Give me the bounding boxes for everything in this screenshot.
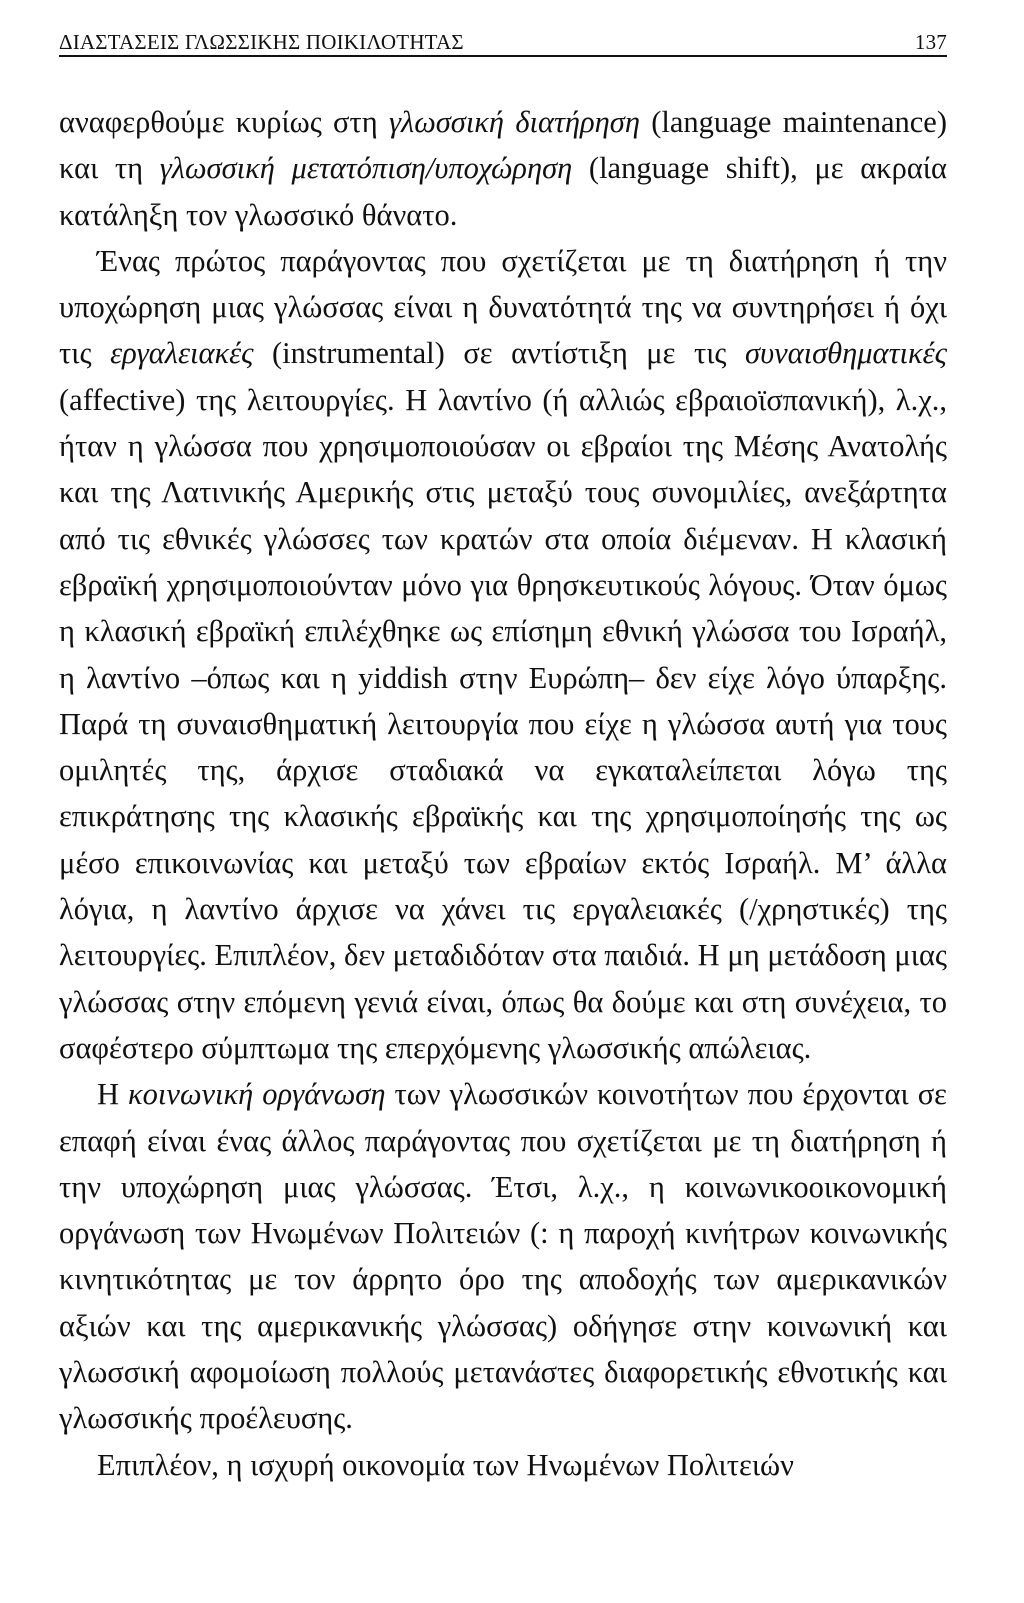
- text-run: (instrumental) σε αντίστιξη με τις: [253, 336, 746, 371]
- running-head-title: ΔΙΑΣΤΑΣΕΙΣ ΓΛΩΣΣΙΚΗΣ ΠΟΙΚΙΛΟΤΗΤΑΣ: [59, 30, 464, 54]
- paragraph-1: [59, 99, 947, 238]
- text-run: (language maintenance) και τη: [59, 105, 947, 186]
- italic-term: συναισθηματικές: [745, 336, 947, 371]
- paragraph-3: [59, 1071, 947, 1441]
- body-text: [59, 99, 947, 1488]
- italic-term: εργαλειακές: [110, 336, 254, 371]
- text-run: Η: [97, 1077, 129, 1112]
- text-run: (language shift), με ακραία κατάληξη τον γλωσσικό θάνατο.: [59, 151, 947, 232]
- text-run: Ένας πρώτος παράγοντας που σχετίζεται με τη διατήρηση ή την υποχώρηση μιας γλώσσας είναι η δυνατότητά της να συντηρήσει ή όχι τις: [59, 243, 947, 371]
- italic-term: κοινωνική οργάνωση: [128, 1077, 386, 1112]
- book-page: [59, 30, 947, 1488]
- italic-term: γλωσσική μετατόπιση/υποχώρηση: [159, 151, 573, 186]
- text-run: αναφερθούμε κυρίως στη: [59, 105, 389, 139]
- text-run: (affective) της λειτουργίες. Η λαντίνο (ή αλλιώς εβραιοϊσπανική), λ.χ., ήταν η γλώσσα που χρησιμοποιούσαν οι εβραίοι της Μέσης Ανατολής και της Λατινικής Αμερικής στις μεταξύ τους συνομιλίες, ανεξάρτητα από τις εθνικές γλώσσες των κρατών στα οποία διέμεναν. Η κλασική εβραϊκή χρησιμοποιούνταν μόνο για θρησκευτικούς λόγους. Όταν όμως η κλασική εβραϊκή επιλέχθηκε ως επίσημη εθνική γλώσσα του Ισραήλ, η λαντίνο –όπως και η yiddish στην Ευρώπη– δεν είχε λόγο ύπαρξης. Παρά τη συναισθηματική λειτουργία που είχε η γλώσσα αυτή για τους ομιλητές της, άρχισε σταδιακά να εγκαταλείπεται λόγω της επικράτησης της κλασικής εβραϊκής και της χρησιμοποίησής της ως μέσο επικοινωνίας και μεταξύ των εβραίων εκτός Ισραήλ. Μ’ άλλα λόγια, η λαντίνο άρχισε να χάνει τις εργαλειακές (/χρηστικές) της λειτουργίες. Επιπλέον, δεν μεταδιδόταν στα παιδιά. Η μη μετάδοση μιας γλώσσας στην επόμενη γενιά είναι, όπως θα δούμε και στη συνέχεια, το σαφέστερο σύμπτωμα της επερχόμενης γλωσσικής απώλειας.: [59, 382, 947, 1065]
- italic-term: γλωσσική διατήρηση: [388, 105, 640, 139]
- text-run: των γλωσσικών κοινοτήτων που έρχονται σε επαφή είναι ένας άλλος παράγοντας που σχετίζεται με τη διατήρηση ή την υποχώρηση μιας γλώσσας. Έτσι, λ.χ., η κοινωνικοοικονομική οργάνωση των Ηνωμένων Πολιτειών (: η παροχή κινήτρων κοινωνικής κινητικότητας με τον άρρητο όρο της αποδοχής των αμερικανικών αξιών και της αμερικανικής γλώσσας) οδήγησε στην κοινωνική και γλωσσική αφομοίωση πολλούς μετανάστες διαφορετικής εθνοτικής και γλωσσικής προέλευσης.: [59, 1077, 947, 1436]
- paragraph-4: [59, 1442, 947, 1488]
- paragraph-2: [59, 238, 947, 1071]
- page-number: 137: [914, 30, 947, 54]
- running-head: [59, 30, 947, 57]
- text-run: Επιπλέον, η ισχυρή οικονομία των Ηνωμένων Πολιτειών: [97, 1447, 794, 1482]
